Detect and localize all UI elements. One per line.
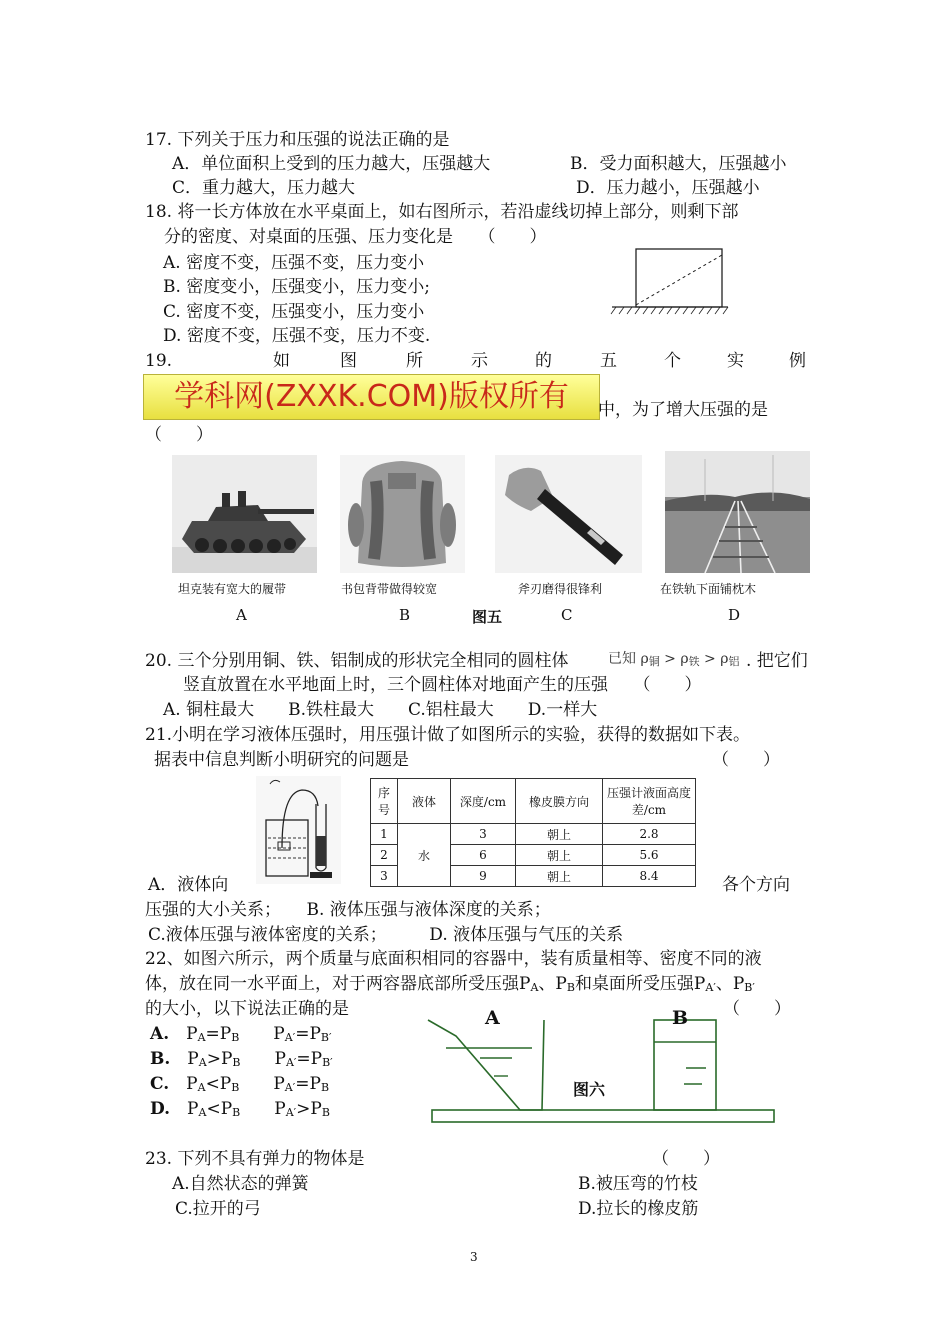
q18-stem-line1: 18. 将一长方体放在水平桌面上，如右图所示，若沿虚线切掉上部分，则剩下部 <box>145 202 739 222</box>
photo-letter-b: B <box>399 606 411 624</box>
q19-word: 个 <box>664 351 681 371</box>
q18-stem-line2: 分的密度、对桌面的压强、压力变化是 （ ） <box>164 227 547 247</box>
q23-option-a: A.自然状态的弹簧 <box>172 1174 309 1194</box>
q19-paren: （ ） <box>145 425 213 445</box>
q19-word: 例 <box>789 351 806 371</box>
q19-word: 图 <box>340 351 357 371</box>
q22-paren: （ ） <box>723 999 791 1019</box>
q20-density-relation: 已知 ρ铜 > ρ铁 > ρ铝 <box>608 651 740 668</box>
q19-word: 如 <box>273 351 290 371</box>
q18-option-d: D. 密度不变，压强不变，压力不变. <box>163 326 431 346</box>
q22-stem-line2: 体，放在同一水平面上，对于两容器底部所受压强PA、PB和桌面所受压强PA′、PB′ <box>145 974 755 994</box>
q17-stem: 17. 下列关于压力和压强的说法正确的是 <box>145 130 450 150</box>
table-cell: 朝上 <box>516 824 603 845</box>
table-cell: 6 <box>451 845 516 866</box>
q21-options-line4: C.液体压强与液体密度的关系； D. 液体压强与气压的关系 <box>148 925 624 945</box>
table-header: 压强计液面高度差/cm <box>603 779 696 824</box>
table-cell: 1 <box>371 824 398 845</box>
table-cell: 2 <box>371 845 398 866</box>
table-row <box>371 824 696 845</box>
q20-options: A. 铜柱最大 B.铁柱最大 C.铝柱最大 D.一样大 <box>163 700 598 720</box>
photo-letter-d: D <box>728 606 741 624</box>
pressure-gauge-diagram <box>256 776 341 884</box>
q17-option-a: A．单位面积上受到的压力越大，压强越大 <box>172 154 491 174</box>
q17-option-d: D．压力越小，压强越小 <box>576 178 760 198</box>
q20-stem-line2: 竖直放置在水平地面上时，三个圆柱体对地面产生的压强 （ ） <box>183 675 702 695</box>
q22-option-c: C. PA<PB PA′=PB <box>150 1074 330 1094</box>
q19-word: 实 <box>727 351 744 371</box>
q21-option-a-part2: 各个方向 <box>722 875 790 895</box>
table-header: 液体 <box>398 779 451 824</box>
q22-stem-line1: 22、如图六所示，两个质量与底面积相同的容器中，装有质量相等、密度不同的液 <box>145 949 762 969</box>
caption-d: 在铁轨下面铺枕木 <box>660 582 757 596</box>
q21-paren: （ ） <box>712 750 780 770</box>
container-label-a: A <box>485 1007 500 1029</box>
q20-stem-line1-end: . 把它们 <box>746 651 808 671</box>
q22-option-b: B. PA>PB PA′=PB′ <box>150 1049 333 1069</box>
table-cell: 朝上 <box>516 845 603 866</box>
table-cell: 朝上 <box>516 866 603 887</box>
q20-stem-line1: 20. 三个分别用铜、铁、铝制成的形状完全相同的圆柱体 <box>145 651 569 671</box>
pressure-data-table <box>370 778 696 887</box>
table-cell: 3 <box>451 824 516 845</box>
table-cell: 5.6 <box>603 845 696 866</box>
photo-letter-a: A <box>236 606 247 624</box>
table-cell: 9 <box>451 866 516 887</box>
q21-options-line3: 压强的大小关系； B. 液体压强与液体深度的关系； <box>145 900 551 920</box>
container-diagram <box>420 1018 780 1126</box>
table-cell-liquid: 水 <box>398 824 451 887</box>
q18-option-a: A. 密度不变，压强不变，压力变小 <box>163 253 425 273</box>
q19-word: 所 <box>406 351 423 371</box>
table-header: 深度/cm <box>451 779 516 824</box>
figure-6-label: 图六 <box>573 1080 606 1099</box>
caption-c: 斧刃磨得很锋利 <box>518 582 603 596</box>
table-header: 橡皮膜方向 <box>516 779 603 824</box>
q23-stem: 23. 下列不具有弹力的物体是 <box>145 1149 365 1169</box>
q23-paren: （ ） <box>652 1149 720 1169</box>
q21-stem-line1: 21.小明在学习液体压强时，用压强计做了如图所示的实验，获得的数据如下表。 <box>145 725 751 745</box>
container-label-b: B <box>672 1007 689 1029</box>
table-cell: 8.4 <box>603 866 696 887</box>
q18-option-c: C. 密度不变，压强变小，压力变小 <box>163 302 425 322</box>
railway-photo <box>665 451 810 573</box>
tank-photo <box>172 455 317 573</box>
page-number: 3 <box>470 1250 478 1264</box>
watermark-banner: 学科网(ZXXK.COM)版权所有 <box>143 374 600 420</box>
q21-option-a-part1: A．液体向 <box>148 875 229 895</box>
figure-5-label: 图五 <box>472 608 503 626</box>
q19-number: 19. <box>145 351 173 371</box>
q22-option-a: A. PA=PB PA′=PB′ <box>150 1024 332 1044</box>
q22-option-d: D. PA<PB PA′>PB <box>150 1099 330 1119</box>
q23-option-d: D.拉长的橡皮筋 <box>578 1199 699 1219</box>
q21-stem-line2: 据表中信息判断小明研究的问题是 <box>154 750 409 770</box>
table-cell: 3 <box>371 866 398 887</box>
q23-option-c: C.拉开的弓 <box>175 1199 261 1219</box>
q19-word: 五 <box>600 351 617 371</box>
caption-a: 坦克装有宽大的履带 <box>178 582 287 596</box>
axe-photo <box>495 455 642 573</box>
photo-letter-c: C <box>561 606 573 624</box>
q23-option-b: B.被压弯的竹枝 <box>578 1174 698 1194</box>
q19-word: 示 <box>471 351 488 371</box>
q18-block-diagram <box>610 245 730 317</box>
q17-option-c: C．重力越大，压力越大 <box>172 178 356 198</box>
backpack-photo <box>340 455 465 573</box>
q19-word: 的 <box>535 351 552 371</box>
q22-stem-line3: 的大小，以下说法正确的是 <box>145 999 349 1019</box>
table-cell: 2.8 <box>603 824 696 845</box>
table-header: 序号 <box>371 779 398 824</box>
q18-option-b: B. 密度变小，压强变小，压力变小; <box>163 277 431 297</box>
caption-b: 书包背带做得较宽 <box>341 582 438 596</box>
q17-option-b: B．受力面积越大，压强越小 <box>570 154 787 174</box>
q19-stem-cont: 中，为了增大压强的是 <box>598 400 768 420</box>
